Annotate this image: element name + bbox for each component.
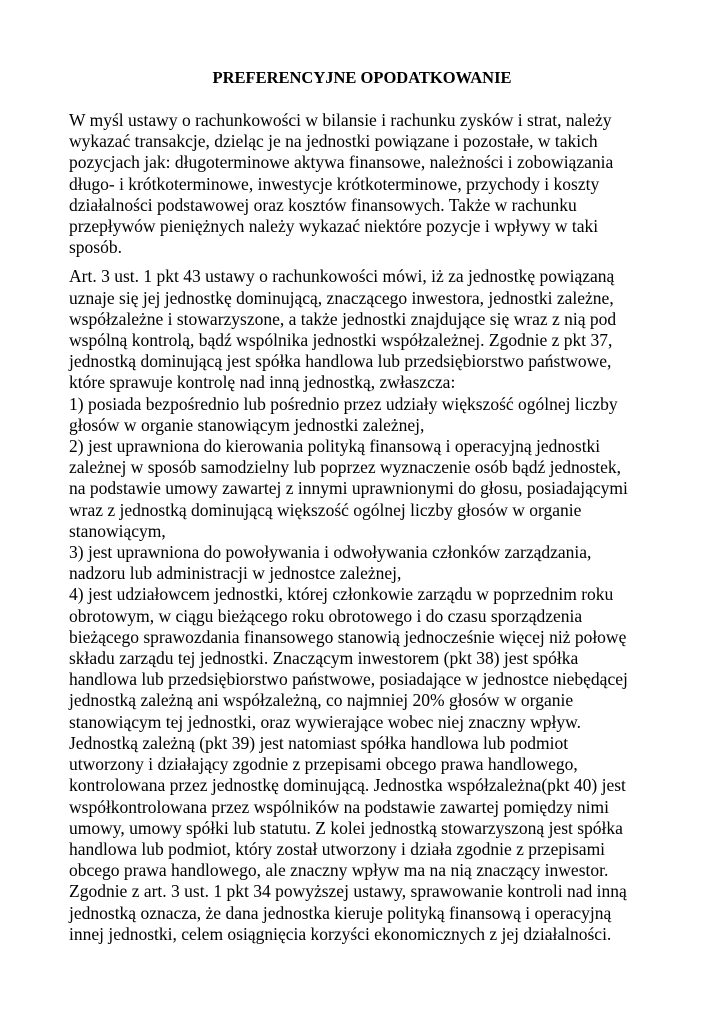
text-line: sposób.	[69, 237, 122, 258]
text-line: innej jednostki, celem osiągnięcia korzyści ekonomicznych z jej działalności.	[69, 923, 612, 944]
paragraph-1	[69, 110, 673, 258]
text-line: głosów w organie stanowiącym jednostki zależnej,	[69, 414, 425, 435]
text-line: wspólną kontrolą, bądź wspólnika jednostki współzależnej. Zgodnie z pkt 37,	[69, 330, 613, 351]
text-line: handlowa lub podmiot, który został utworzony i działa zgodnie z przepisami	[69, 838, 606, 859]
text-line: stanowiącym tej jednostki, oraz wywierające wobec niej znaczny wpływ.	[69, 711, 582, 732]
text-line: na podstawie umowy zawartej z innymi uprawnionymi do głosu, posiadającymi	[69, 478, 628, 499]
text-line: Zgodnie z art. 3 ust. 1 pkt 34 powyższej ustawy, sprawowanie kontroli nad inną	[69, 881, 627, 902]
text-line: obrotowym, w ciągu bieżącego roku obrotowego i do czasu sporządzenia	[69, 605, 583, 626]
text-line: zależnej w sposób samodzielny lub poprzez wyznaczenie osób bądź jednostek,	[69, 457, 622, 478]
text-line: umowy, umowy spółki lub statutu. Z kolei jednostką stowarzyszoną jest spółka	[69, 817, 623, 838]
text-line: 1) posiada bezpośrednio lub pośrednio przez udziały większość ogólnej liczby	[69, 393, 618, 414]
text-line: 3) jest uprawniona do powoływania i odwoływania członków zarządzania,	[69, 542, 592, 563]
text-line: stanowiącym,	[69, 520, 166, 541]
text-line: Art. 3 ust. 1 pkt 43 ustawy o rachunkowości mówi, iż za jednostkę powiązaną	[69, 266, 615, 287]
text-line: wykazać transakcje, dzieląc je na jednostki powiązane i pozostałe, w takich	[69, 131, 598, 152]
text-line: pozycjach jak: długoterminowe aktywa finansowe, należności i zobowiązania	[69, 152, 614, 173]
text-line: współzależne i stowarzyszone, a także jednostki znajdujące się wraz z nią pod	[69, 308, 617, 329]
text-line: 2) jest uprawniona do kierowania polityką finansową i operacyjną jednostki	[69, 436, 601, 457]
text-line: uznaje się jej jednostkę dominującą, znaczącego inwestora, jednostki zależne,	[69, 287, 614, 308]
text-line: jednostką oznacza, że dana jednostka kieruje polityką finansową i operacyjną	[69, 902, 612, 923]
text-line: W myśl ustawy o rachunkowości w bilansie i rachunku zysków i strat, należy	[69, 110, 612, 130]
text-line: Jednostką zależną (pkt 39) jest natomiast spółka handlowa lub podmiot	[69, 732, 569, 753]
text-line: które sprawuje kontrolę nad inną jednostką, zwłaszcza:	[69, 372, 456, 393]
text-line: wraz z jednostką dominującą większość ogólnej liczby głosów w organie	[69, 499, 582, 520]
document-body	[69, 110, 673, 945]
text-line: obcego prawa handlowego, ale znaczny wpływ ma na nią znaczący inwestor.	[69, 860, 609, 881]
text-line: 4) jest udziałowcem jednostki, której członkowie zarządu w poprzednim roku	[69, 584, 614, 605]
text-line: handlowa lub przedsiębiorstwo państwowe, posiadające w jednostce niebędącej	[69, 669, 628, 690]
document-title: PREFERENCYJNE OPODATKOWANIE	[212, 68, 512, 87]
text-line: jednostką zależną ani współzależną, co najmniej 20% głosów w organie	[69, 690, 574, 711]
text-line: składu zarządu tej jednostki. Znaczącym inwestorem (pkt 38) jest spółka	[69, 648, 579, 669]
text-line: kontrolowana przez jednostkę dominującą. Jednostka współzależna(pkt 40) jest	[69, 775, 626, 796]
text-line: nadzoru lub administracji w jednostce zależnej,	[69, 563, 402, 584]
text-line: współkontrolowana przez wspólników na podstawie zawartej pomiędzy nimi	[69, 796, 609, 817]
text-line: utworzony i działający zgodnie z przepisami obcego prawa handlowego,	[69, 754, 578, 775]
text-line: działalności podstawowej oraz kosztów finansowych. Także w rachunku	[69, 194, 577, 215]
text-line: jednostką dominującą jest spółka handlowa lub przedsiębiorstwo państwowe,	[69, 351, 612, 372]
paragraph-2	[69, 266, 673, 945]
text-line: bieżącego sprawozdania finansowego stanowią jednocześnie więcej niż połowę	[69, 626, 627, 647]
text-line: długo- i krótkoterminowe, inwestycje krótkoterminowe, przychody i koszty	[69, 173, 600, 194]
text-line: przepływów pieniężnych należy wykazać niektóre pozycje i wpływy w taki	[69, 216, 599, 237]
